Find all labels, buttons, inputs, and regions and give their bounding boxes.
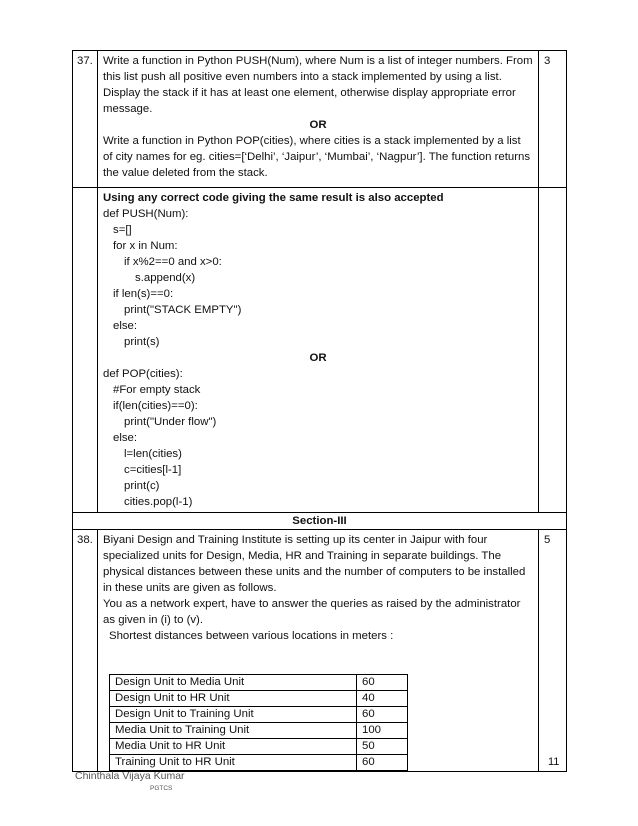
- distance-value: 60: [357, 707, 408, 723]
- code-line: else:: [113, 320, 138, 332]
- code-line: def POP(cities):: [103, 368, 183, 380]
- code-line: print(s): [124, 336, 160, 348]
- q37-marks: 3: [539, 51, 567, 188]
- distance-value: 60: [357, 755, 408, 771]
- q37-answer-row: [73, 188, 567, 513]
- q38-para2: You as a network expert, have to answer the queries as raised by the administrator as given in (i) to (v).: [103, 598, 521, 626]
- distance-pair: Design Unit to Training Unit: [110, 707, 357, 723]
- table-row: [110, 739, 408, 755]
- code-line: if len(s)==0:: [113, 288, 174, 300]
- distances-title: Shortest distances between various locations in meters :: [109, 630, 394, 642]
- code-line: print(c): [124, 480, 160, 492]
- distance-value: 40: [357, 691, 408, 707]
- table-row: [110, 675, 408, 691]
- code-line: #For empty stack: [113, 384, 201, 396]
- code-line: s=[]: [113, 224, 132, 236]
- q37-question-b: Write a function in Python POP(cities), where cities is a stack implemented by a list of city names for eg. cities=[‘Delhi’, ‘Jaipur’, ‘Mumbai’, ‘Nagpur’]. The function returns the value deleted from the stack.: [103, 135, 531, 179]
- q38-question: [98, 530, 539, 772]
- q37-number: 37.: [73, 51, 98, 188]
- code-line: c=cities[l-1]: [124, 464, 182, 476]
- page-number: 11: [548, 756, 560, 768]
- distances-table: [109, 674, 408, 771]
- code-line: l=len(cities): [124, 448, 182, 460]
- code-line: if(len(cities)==0):: [113, 400, 198, 412]
- table-row: [110, 707, 408, 723]
- q37-question: [98, 51, 539, 188]
- distance-pair: Media Unit to Training Unit: [110, 723, 357, 739]
- distance-pair: Design Unit to HR Unit: [110, 691, 357, 707]
- question-sheet: [72, 50, 567, 772]
- q38-para1: Biyani Design and Training Institute is setting up its center in Jaipur with four specialized units for Design, Media, HR and Training in separate buildings. The physical distances between these units and the number of computers to be installed in these units are given as follows.: [103, 534, 526, 594]
- q37-answer: [98, 188, 539, 513]
- distance-pair: Training Unit to HR Unit: [110, 755, 357, 771]
- q38-row: [73, 530, 567, 772]
- section-title: Section-III: [73, 513, 567, 530]
- question-table: [72, 50, 567, 772]
- code-line: print("Under flow"): [124, 416, 217, 428]
- q38-marks: 5: [539, 530, 567, 772]
- code-line: for x in Num:: [113, 240, 178, 252]
- distance-pair: Media Unit to HR Unit: [110, 739, 357, 755]
- distance-value: 100: [357, 723, 408, 739]
- distance-value: 60: [357, 675, 408, 691]
- code-line: def PUSH(Num):: [103, 208, 189, 220]
- answer-note: Using any correct code giving the same result is also accepted: [103, 192, 444, 204]
- code-line: cities.pop(l-1): [124, 496, 193, 508]
- q38-number: 38.: [73, 530, 98, 772]
- q37-question-row: [73, 51, 567, 188]
- department-label: PGTCS: [150, 785, 173, 792]
- q37-or: OR: [309, 119, 327, 131]
- distance-pair: Design Unit to Media Unit: [110, 675, 357, 691]
- code-line: s.append(x): [135, 272, 196, 284]
- section-row: [73, 513, 567, 530]
- author-name: Chinthala Vijaya Kumar: [75, 770, 185, 782]
- q37-question-a: Write a function in Python PUSH(Num), where Num is a list of integer numbers. From this list push all positive even numbers into a stack implemented by using a list. Display the stack if it has at least one element, otherwise display appropriate error message.: [103, 55, 533, 115]
- table-row: [110, 723, 408, 739]
- code-line: if x%2==0 and x>0:: [124, 256, 222, 268]
- code-line: print("STACK EMPTY"): [124, 304, 242, 316]
- table-row: [110, 755, 408, 771]
- table-row: [110, 691, 408, 707]
- distance-value: 50: [357, 739, 408, 755]
- code-line: else:: [113, 432, 138, 444]
- answer-or: OR: [309, 352, 327, 364]
